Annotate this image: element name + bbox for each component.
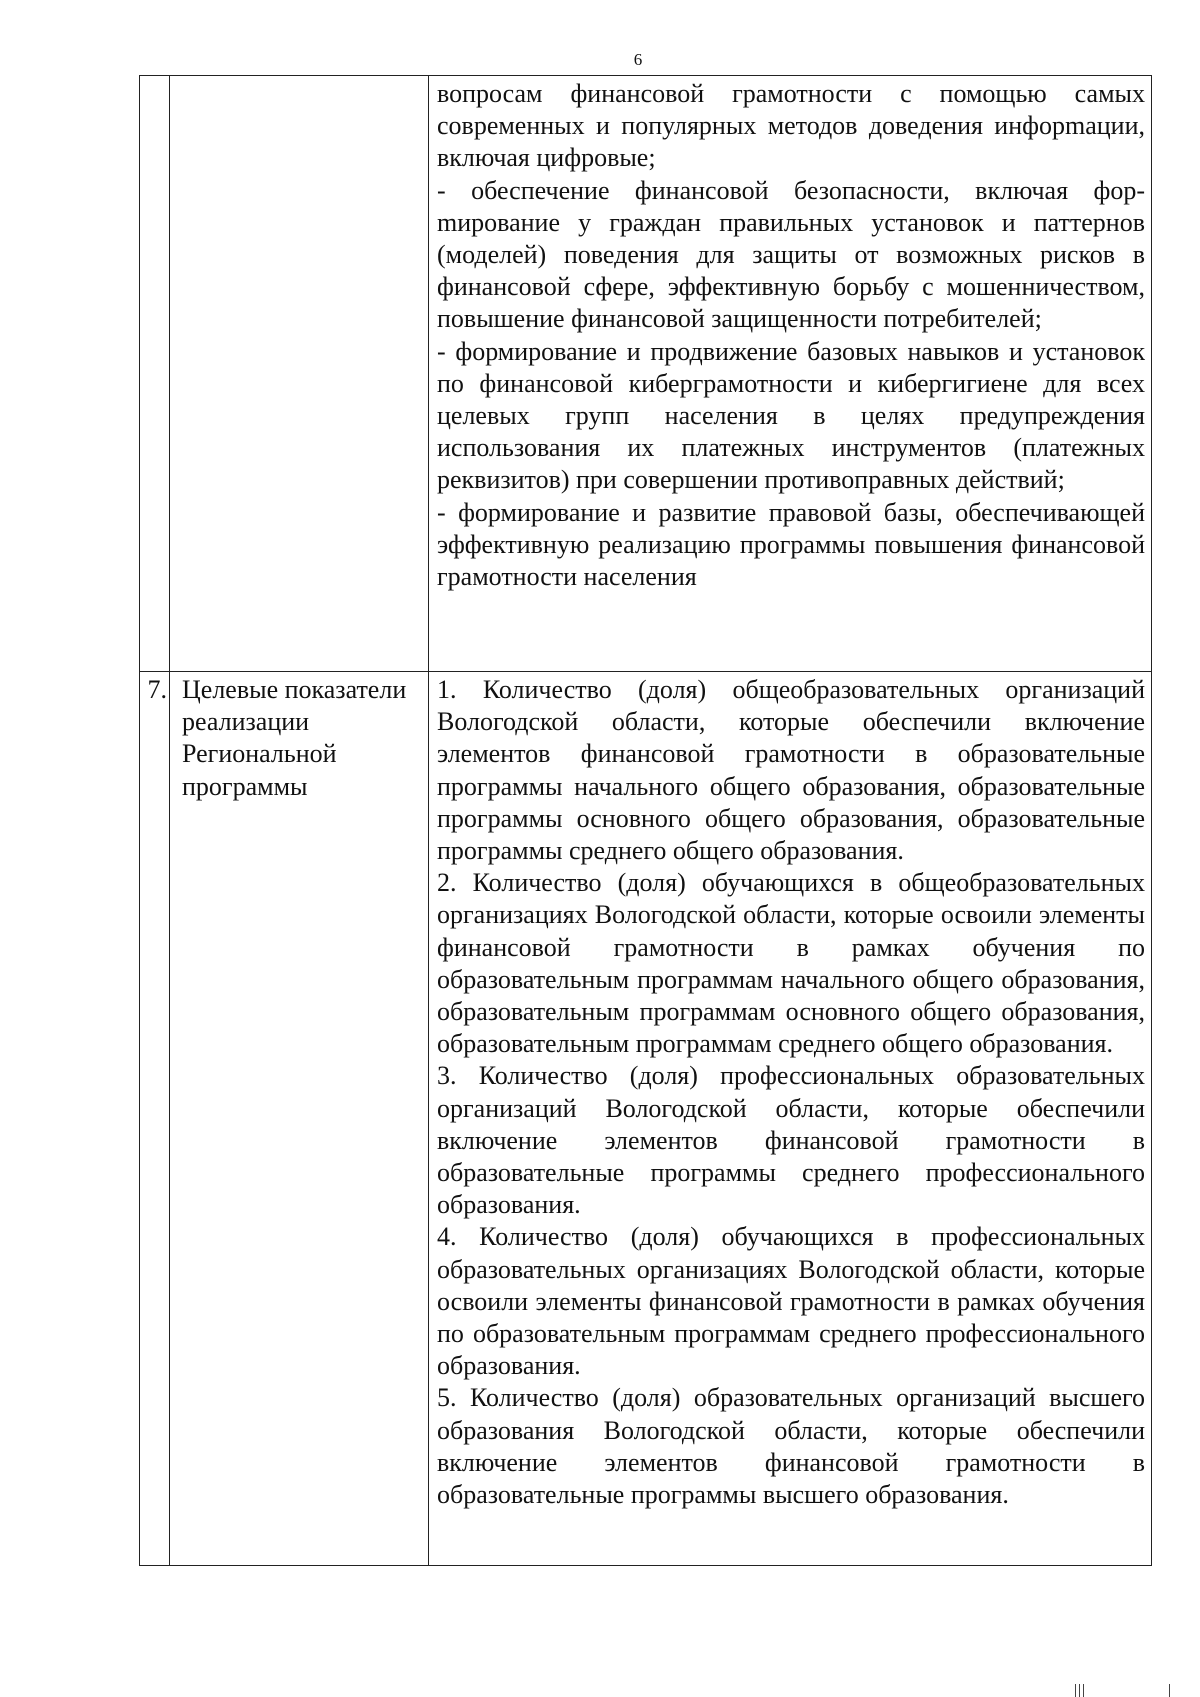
program-passport-table (139, 75, 1152, 1566)
row-number-cell (140, 76, 170, 672)
content-paragraph: 3. Количество (доля) профессиональных образовательных организаций Вологодской области, которые обеспечили включение элементов финансовой грамотности в образовательные программы среднего профессионального образования. (437, 1061, 1145, 1220)
table-row (140, 672, 1152, 1566)
scan-marks (1075, 1684, 1175, 1697)
content-paragraph: - формирование и продвижение базовых навыков и установок по финансовой киберграмотности и кибергигиене для всех целевых групп населения в целях предупреждения использования их платежных инструментов (платежных реквизитов) при совершении противоправных действий; (437, 336, 1145, 495)
row-name-cell (170, 76, 429, 672)
content-paragraph: 5. Количество (доля) образовательных организаций высшего образования Вологодской области, которые обеспечили включение элементов финансовой грамотности в образовательные программы высшего образования. (437, 1383, 1145, 1510)
row-content-cell (429, 672, 1152, 1566)
row-content-cell (429, 76, 1152, 672)
content-paragraph: вопросам финансовой грамотности с помощью самых современных и популярных методов доведения инфорmации, включая цифровые; (437, 79, 1145, 173)
content-paragraph: - обеспечение финансовой безопасности, включая форmирование у граждан правильных установок и паттернов (моделей) поведения для защиты от возможных рисков в финансовой сфере, эффективную борьбу с мошенничеством, повышение финансовой защищенности потребителей; (437, 175, 1145, 334)
row-number-cell: 7. (140, 672, 170, 1566)
content-paragraph: - формирование и развитие правовой базы, обеспечивающей эффективную реализацию программы повышения финансовой грамотности населения (437, 497, 1145, 592)
table-row (140, 76, 1152, 672)
row-name-cell: Целевые показатели реализации Региональной программы (170, 672, 429, 1566)
content-paragraph: 4. Количество (доля) обучающихся в профессиональных образовательных организациях Вологодской области, которые освоили элементы финансовой грамотности в рамках обучения по образовательным программам среднего профессионального образования. (437, 1222, 1145, 1381)
content-paragraph: 1. Количество (доля) общеобразовательных организаций Вологодской области, которые обеспечили включение элементов финансовой грамотности в образовательные программы начального общего образования, образовательные программы основного общего образования, образовательные программы среднего общего образования. (437, 675, 1145, 866)
page-number: 6 (633, 50, 643, 69)
content-paragraph: 2. Количество (доля) обучающихся в общеобразовательных организациях Вологодской области, которые освоили элементы финансовой грамотности в рамках обучения по образовательным программам начального общего образования, образовательным программам основного общего образования, образовательным программам среднего общего образования. (437, 868, 1145, 1059)
